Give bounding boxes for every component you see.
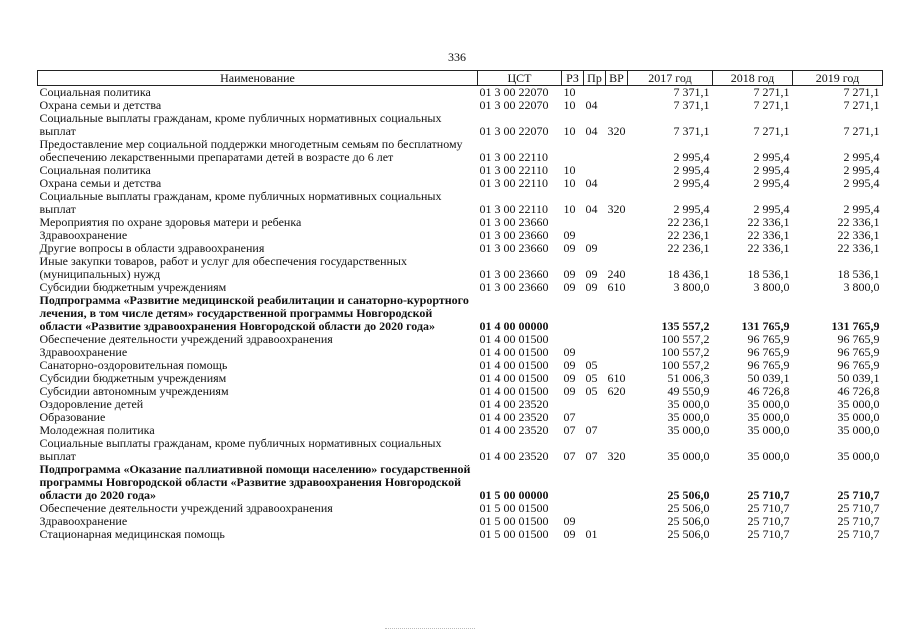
row-vr xyxy=(606,99,628,112)
header-2017: 2017 год xyxy=(628,71,713,86)
row-value-2017: 49 550,9 xyxy=(667,384,710,398)
row-vr xyxy=(606,424,628,437)
row-value-2018: 35 000,0 xyxy=(747,397,790,411)
row-value-2017: 25 506,0 xyxy=(667,514,710,528)
row-name: Субсидии бюджетным учреждениям xyxy=(39,280,227,294)
row-cst: 01 3 00 23660 xyxy=(479,228,549,242)
row-value-2019: 18 536,1 xyxy=(837,267,880,281)
row-value-2019: 3 800,0 xyxy=(843,280,880,294)
table-row xyxy=(38,463,883,502)
row-value-2017: 22 236,1 xyxy=(667,241,710,255)
row-vr: 320 xyxy=(607,124,626,138)
row-value-2019: 50 039,1 xyxy=(837,371,880,385)
row-pr: 04 xyxy=(585,202,598,216)
row-pr: 05 xyxy=(585,384,598,398)
row-value-2017: 135 557,2 xyxy=(661,319,710,333)
row-pr: 04 xyxy=(585,124,598,138)
row-cst: 01 3 00 22110 xyxy=(479,150,549,164)
row-cst: 01 4 00 23520 xyxy=(479,397,549,411)
row-value-2019: 131 765,9 xyxy=(831,319,880,333)
row-rz: 09 xyxy=(563,280,576,294)
row-vr: 320 xyxy=(607,202,626,216)
row-cst: 01 3 00 23660 xyxy=(479,241,549,255)
row-cst: 01 3 00 22070 xyxy=(479,98,549,112)
row-rz: 09 xyxy=(563,228,576,242)
row-pr xyxy=(584,333,606,346)
row-value-2018: 131 765,9 xyxy=(741,319,790,333)
row-value-2019: 46 726,8 xyxy=(837,384,880,398)
row-vr xyxy=(606,294,628,333)
row-name: Социальная политика xyxy=(39,163,151,177)
row-value-2019: 35 000,0 xyxy=(837,423,880,437)
row-cst: 01 4 00 23520 xyxy=(479,423,549,437)
row-value-2017: 2 995,4 xyxy=(673,163,710,177)
row-rz: 09 xyxy=(563,384,576,398)
row-name: Мероприятия по охране здоровья матери и ребенка xyxy=(39,215,302,229)
row-cst: 01 4 00 23520 xyxy=(479,449,549,463)
row-cst: 01 4 00 01500 xyxy=(479,384,549,398)
table-row xyxy=(38,255,883,281)
row-vr xyxy=(606,177,628,190)
page-number: 336 xyxy=(448,50,466,64)
row-name: Иные закупки товаров, работ и услуг для обеспечения государственных (муниципальных) нужд xyxy=(39,254,407,281)
row-value-2019: 35 000,0 xyxy=(837,410,880,424)
header-2018: 2018 год xyxy=(713,71,793,86)
row-cst: 01 4 00 01500 xyxy=(479,345,549,359)
row-value-2018: 96 765,9 xyxy=(747,332,790,346)
row-vr xyxy=(606,346,628,359)
row-value-2019: 7 271,1 xyxy=(843,98,880,112)
row-cst: 01 3 00 23660 xyxy=(479,267,549,281)
row-value-2019: 25 710,7 xyxy=(837,514,880,528)
row-value-2017: 51 006,3 xyxy=(667,371,710,385)
row-vr xyxy=(606,138,628,164)
row-value-2019: 2 995,4 xyxy=(843,150,880,164)
row-value-2019: 35 000,0 xyxy=(837,449,880,463)
row-name: Охрана семьи и детства xyxy=(39,98,162,112)
row-pr: 07 xyxy=(585,449,598,463)
row-value-2018: 18 536,1 xyxy=(747,267,790,281)
table-row xyxy=(38,138,883,164)
row-name: Стационарная медицинская помощь xyxy=(39,527,225,541)
row-value-2017: 25 506,0 xyxy=(667,488,710,502)
row-vr xyxy=(606,164,628,177)
row-pr: 07 xyxy=(585,423,598,437)
row-cst: 01 5 00 00000 xyxy=(479,488,549,502)
row-value-2018: 22 336,1 xyxy=(747,228,790,242)
row-name: Социальные выплаты гражданам, кроме публичных нормативных социальных выплат xyxy=(39,436,442,463)
row-value-2017: 35 000,0 xyxy=(667,423,710,437)
row-pr xyxy=(584,216,606,229)
row-cst: 01 3 00 22110 xyxy=(479,202,549,216)
header-pr: Пр xyxy=(584,71,606,86)
row-rz: 10 xyxy=(563,176,576,190)
row-rz: 09 xyxy=(563,371,576,385)
row-value-2018: 3 800,0 xyxy=(753,280,790,294)
row-name: Оздоровление детей xyxy=(39,397,144,411)
row-cst: 01 5 00 01500 xyxy=(479,527,549,541)
row-pr: 05 xyxy=(585,371,598,385)
row-value-2017: 100 557,2 xyxy=(661,358,710,372)
row-value-2017: 7 371,1 xyxy=(673,85,710,99)
row-rz: 09 xyxy=(563,345,576,359)
row-value-2019: 7 271,1 xyxy=(843,124,880,138)
table-header xyxy=(38,71,883,86)
row-rz: 07 xyxy=(563,449,576,463)
row-value-2019: 22 336,1 xyxy=(837,215,880,229)
row-vr xyxy=(606,229,628,242)
row-value-2018: 25 710,7 xyxy=(747,514,790,528)
row-value-2018: 2 995,4 xyxy=(753,176,790,190)
header-cst: ЦСТ xyxy=(478,71,562,86)
row-rz: 07 xyxy=(563,410,576,424)
row-rz: 10 xyxy=(563,98,576,112)
row-value-2018: 35 000,0 xyxy=(747,423,790,437)
row-rz: 09 xyxy=(563,514,576,528)
row-name: Здравоохранение xyxy=(39,228,128,242)
row-name: Здравоохранение xyxy=(39,514,128,528)
row-value-2017: 3 800,0 xyxy=(673,280,710,294)
row-cst: 01 4 00 00000 xyxy=(479,319,549,333)
row-pr xyxy=(584,138,606,164)
row-value-2018: 2 995,4 xyxy=(753,150,790,164)
row-value-2019: 25 710,7 xyxy=(837,527,880,541)
row-value-2018: 22 336,1 xyxy=(747,215,790,229)
row-name: Субсидии бюджетным учреждениям xyxy=(39,371,227,385)
row-vr xyxy=(606,528,628,541)
row-cst: 01 5 00 01500 xyxy=(479,501,549,515)
row-rz: 09 xyxy=(563,241,576,255)
row-value-2019: 96 765,9 xyxy=(837,358,880,372)
row-cst: 01 4 00 23520 xyxy=(479,410,549,424)
row-rz: 10 xyxy=(563,124,576,138)
row-value-2018: 46 726,8 xyxy=(747,384,790,398)
row-name: Подпрограмма «Оказание паллиативной помощи населению» государственной программы Новгородской области «Развитие здравоохранения Новгородской области до 2020 года» xyxy=(39,462,471,502)
table-row xyxy=(38,190,883,216)
row-value-2019: 7 271,1 xyxy=(843,85,880,99)
row-value-2017: 35 000,0 xyxy=(667,397,710,411)
row-vr: 620 xyxy=(607,384,626,398)
row-value-2017: 2 995,4 xyxy=(673,202,710,216)
row-rz: 10 xyxy=(563,202,576,216)
row-name: Молодежная политика xyxy=(39,423,155,437)
row-vr xyxy=(606,502,628,515)
row-value-2017: 22 236,1 xyxy=(667,215,710,229)
header-rz: РЗ xyxy=(562,71,584,86)
row-value-2018: 35 000,0 xyxy=(747,410,790,424)
row-name: Обеспечение деятельности учреждений здравоохранения xyxy=(39,501,333,515)
row-pr: 09 xyxy=(585,241,598,255)
row-cst: 01 3 00 23660 xyxy=(479,215,549,229)
row-name: Подпрограмма «Развитие медицинской реабилитации и санаторно-курортного лечения, в том числе детям» государственной программы Новгородской области «Развитие здравоохранения Новгородской области до 2020 года» xyxy=(39,293,469,333)
row-name: Обеспечение деятельности учреждений здравоохранения xyxy=(39,332,333,346)
row-value-2018: 7 271,1 xyxy=(753,124,790,138)
row-value-2018: 50 039,1 xyxy=(747,371,790,385)
row-value-2019: 96 765,9 xyxy=(837,345,880,359)
row-pr xyxy=(584,86,606,100)
row-rz: 07 xyxy=(563,423,576,437)
row-value-2018: 22 336,1 xyxy=(747,241,790,255)
row-value-2017: 7 371,1 xyxy=(673,98,710,112)
row-cst: 01 5 00 01500 xyxy=(479,514,549,528)
table-row xyxy=(38,437,883,463)
row-rz: 09 xyxy=(563,527,576,541)
row-pr: 09 xyxy=(585,267,598,281)
scan-artifact xyxy=(385,628,475,635)
row-value-2017: 18 436,1 xyxy=(667,267,710,281)
row-value-2018: 96 765,9 xyxy=(747,345,790,359)
row-cst: 01 4 00 01500 xyxy=(479,371,549,385)
row-cst: 01 3 00 22110 xyxy=(479,176,549,190)
budget-table xyxy=(37,70,883,541)
row-value-2017: 7 371,1 xyxy=(673,124,710,138)
table-row xyxy=(38,112,883,138)
row-vr: 320 xyxy=(607,449,626,463)
table-row xyxy=(38,86,883,100)
row-rz xyxy=(562,463,584,502)
row-pr xyxy=(584,502,606,515)
row-value-2018: 25 710,7 xyxy=(747,527,790,541)
row-value-2017: 35 000,0 xyxy=(667,410,710,424)
row-pr: 01 xyxy=(585,527,598,541)
row-value-2019: 22 336,1 xyxy=(837,241,880,255)
row-value-2019: 2 995,4 xyxy=(843,163,880,177)
table-body xyxy=(38,86,883,542)
row-rz: 09 xyxy=(563,267,576,281)
row-rz: 10 xyxy=(563,85,576,99)
row-vr xyxy=(606,242,628,255)
row-value-2019: 22 336,1 xyxy=(837,228,880,242)
row-pr xyxy=(584,463,606,502)
row-vr xyxy=(606,398,628,411)
table-row xyxy=(38,294,883,333)
row-cst: 01 3 00 22070 xyxy=(479,85,549,99)
row-name: Социальная политика xyxy=(39,85,151,99)
row-value-2019: 2 995,4 xyxy=(843,202,880,216)
row-cst: 01 3 00 22070 xyxy=(479,124,549,138)
row-value-2017: 2 995,4 xyxy=(673,176,710,190)
row-value-2017: 100 557,2 xyxy=(661,345,710,359)
row-value-2018: 96 765,9 xyxy=(747,358,790,372)
row-value-2017: 22 236,1 xyxy=(667,228,710,242)
row-pr: 09 xyxy=(585,280,598,294)
row-vr xyxy=(606,86,628,100)
row-name: Субсидии автономным учреждениям xyxy=(39,384,229,398)
row-cst: 01 3 00 22110 xyxy=(479,163,549,177)
row-rz xyxy=(562,138,584,164)
row-cst: 01 4 00 01500 xyxy=(479,358,549,372)
row-value-2019: 35 000,0 xyxy=(837,397,880,411)
row-value-2019: 25 710,7 xyxy=(837,488,880,502)
row-value-2018: 2 995,4 xyxy=(753,202,790,216)
row-vr: 610 xyxy=(607,371,626,385)
row-name: Образование xyxy=(39,410,106,424)
row-value-2018: 7 271,1 xyxy=(753,85,790,99)
row-value-2017: 25 506,0 xyxy=(667,501,710,515)
row-rz: 09 xyxy=(563,358,576,372)
row-pr xyxy=(584,294,606,333)
row-value-2017: 100 557,2 xyxy=(661,332,710,346)
row-cst: 01 4 00 01500 xyxy=(479,332,549,346)
row-cst: 01 3 00 23660 xyxy=(479,280,549,294)
row-vr xyxy=(606,515,628,528)
row-rz: 10 xyxy=(563,163,576,177)
row-name: Предоставление мер социальной поддержки многодетным семьям по бесплатному обеспечению лекарственными препаратами детей в возрасте до 6 лет xyxy=(39,137,463,164)
row-name: Социальные выплаты гражданам, кроме публичных нормативных социальных выплат xyxy=(39,111,442,138)
row-value-2018: 2 995,4 xyxy=(753,163,790,177)
row-pr: 04 xyxy=(585,98,598,112)
row-value-2018: 25 710,7 xyxy=(747,488,790,502)
row-vr xyxy=(606,463,628,502)
row-value-2019: 2 995,4 xyxy=(843,176,880,190)
row-pr: 05 xyxy=(585,358,598,372)
budget-table-container xyxy=(37,70,882,541)
row-value-2017: 2 995,4 xyxy=(673,150,710,164)
row-name: Охрана семьи и детства xyxy=(39,176,162,190)
row-pr xyxy=(584,398,606,411)
row-vr xyxy=(606,411,628,424)
row-name: Социальные выплаты гражданам, кроме публичных нормативных социальных выплат xyxy=(39,189,442,216)
table-row xyxy=(38,528,883,541)
row-value-2018: 7 271,1 xyxy=(753,98,790,112)
row-value-2017: 25 506,0 xyxy=(667,527,710,541)
row-vr xyxy=(606,333,628,346)
header-name: Наименование xyxy=(38,71,478,86)
row-name: Другие вопросы в области здравоохранения xyxy=(39,241,265,255)
row-vr xyxy=(606,216,628,229)
header-vr: ВР xyxy=(606,71,628,86)
row-value-2018: 35 000,0 xyxy=(747,449,790,463)
row-pr: 04 xyxy=(585,176,598,190)
row-value-2017: 35 000,0 xyxy=(667,449,710,463)
row-value-2018: 25 710,7 xyxy=(747,501,790,515)
row-name: Санаторно-оздоровительная помощь xyxy=(39,358,228,372)
header-2019: 2019 год xyxy=(793,71,883,86)
row-vr: 610 xyxy=(607,280,626,294)
row-vr: 240 xyxy=(607,267,626,281)
row-name: Здравоохранение xyxy=(39,345,128,359)
row-rz xyxy=(562,294,584,333)
row-value-2019: 25 710,7 xyxy=(837,501,880,515)
row-value-2019: 96 765,9 xyxy=(837,332,880,346)
